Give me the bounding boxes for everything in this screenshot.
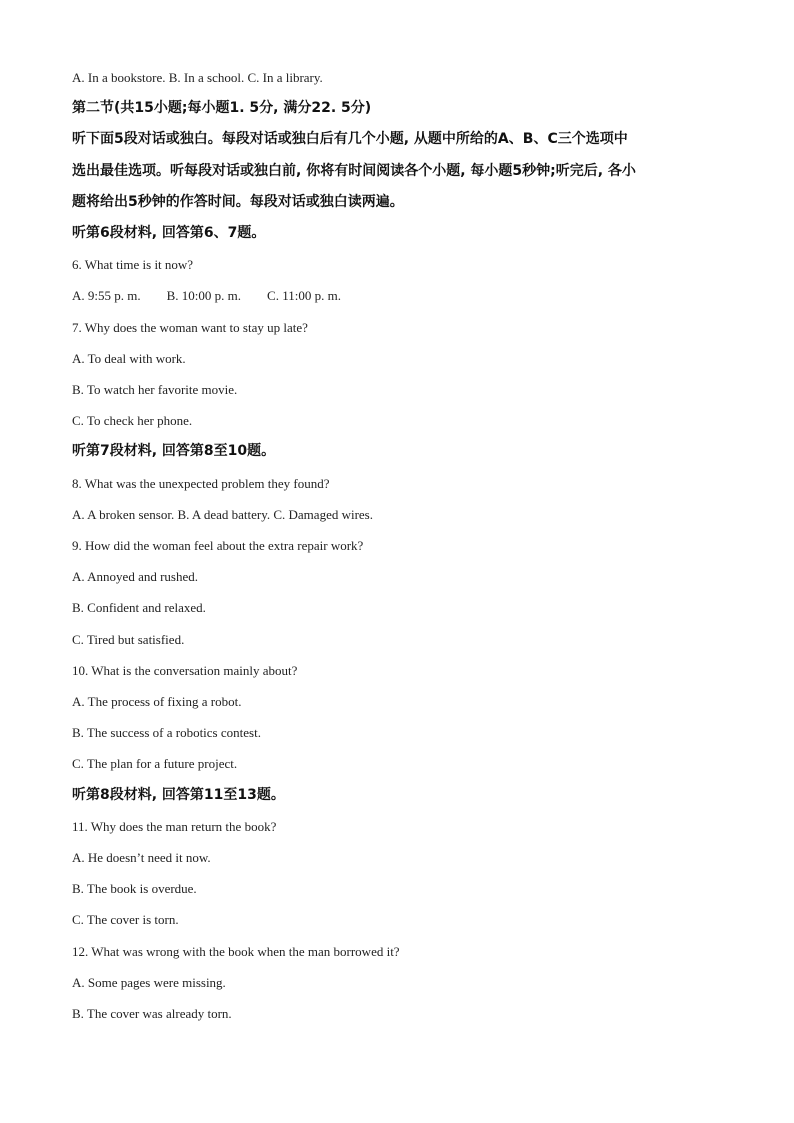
q11-option-b: B. The book is overdue. xyxy=(72,881,197,897)
q9-option-a: A. Annoyed and rushed. xyxy=(72,569,199,585)
q6-option-c: C. 11:00 p. m. xyxy=(267,288,341,304)
q7-option-b: B. To watch her favorite movie. xyxy=(72,382,238,398)
q9-option-b: B. Confident and relaxed. xyxy=(72,600,206,616)
question-8: 8. What was the unexpected problem they found? xyxy=(72,475,330,491)
instructions-line-2: 选出最佳选项。听每段对话或独白前, 你将有时间阅读各个小题, 每小题5秒钟;听完后, 各小 xyxy=(72,162,636,179)
question-11: 11. Why does the man return the book? xyxy=(72,818,277,834)
q10-option-a: A. The process of fixing a robot. xyxy=(72,694,242,710)
section-heading: 第二节(共15小题;每小题1. 5分, 满分22. 5分) xyxy=(72,100,372,117)
q12-option-a: A. Some pages were missing. xyxy=(72,974,226,990)
material-8-heading: 听第8段材料, 回答第11至13题。 xyxy=(72,786,285,803)
q10-option-b: B. The success of a robotics contest. xyxy=(72,725,261,741)
question-9: 9. How did the woman feel about the extra repair work? xyxy=(72,538,364,554)
q6-option-a: A. 9:55 p. m. xyxy=(72,288,141,304)
q5-options: A. In a bookstore. B. In a school. C. In a library. xyxy=(72,70,323,85)
question-7: 7. Why does the woman want to stay up late? xyxy=(72,319,308,335)
q12-option-b: B. The cover was already torn. xyxy=(72,1006,232,1022)
q11-option-a: A. He doesn’t need it now. xyxy=(72,850,211,866)
q9-option-c: C. Tired but satisfied. xyxy=(72,631,185,647)
instructions-line-3: 题将给出5秒钟的作答时间。每段对话或独白读两遍。 xyxy=(72,193,404,210)
q10-option-c: C. The plan for a future project. xyxy=(72,756,238,772)
q7-option-a: A. To deal with work. xyxy=(72,350,186,366)
question-10: 10. What is the conversation mainly about? xyxy=(72,662,298,678)
question-6: 6. What time is it now? xyxy=(72,257,194,273)
material-7-heading: 听第7段材料, 回答第8至10题。 xyxy=(72,443,276,460)
instructions-line-1: 听下面5段对话或独白。每段对话或独白后有几个小题, 从题中所给的A、B、C三个选项中 xyxy=(72,131,628,148)
document-page xyxy=(72,62,732,1029)
question-12: 12. What was wrong with the book when the man borrowed it? xyxy=(72,943,400,959)
q8-options: A. A broken sensor. B. A dead battery. C. Damaged wires. xyxy=(72,506,373,522)
q11-option-c: C. The cover is torn. xyxy=(72,912,179,928)
material-6-heading: 听第6段材料, 回答第6、7题。 xyxy=(72,225,266,242)
q6-options xyxy=(72,280,732,311)
q6-option-b: B. 10:00 p. m. xyxy=(166,288,242,304)
q7-option-c: C. To check her phone. xyxy=(72,413,193,429)
